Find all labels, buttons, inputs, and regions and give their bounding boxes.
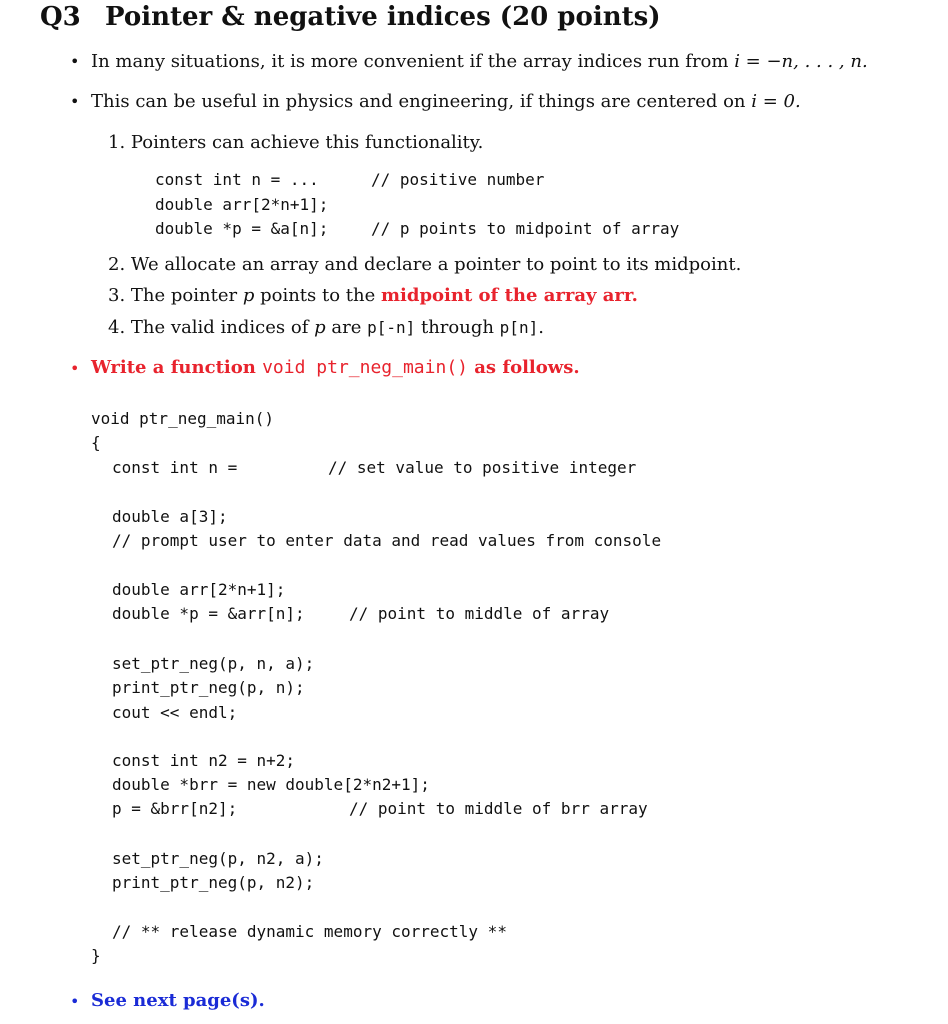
snippet-line-3: double *p = &a[n]; [155,219,329,238]
code-line: const int n = [112,458,238,477]
code-line: double *brr = new double[2*n2+1]; [112,775,430,794]
code-line: { [91,433,101,452]
code-comment: // set value to positive integer [328,458,637,477]
numbered-item-1: 1. Pointers can achieve this functionality. [108,132,484,153]
bullet-centered: This can be useful in physics and engineering, if things are centered on i = 0. [91,91,801,112]
snippet-line-2: double arr[2*n+1]; [155,195,329,214]
bullet-task: Write a function void ptr_neg_main() as follows. [91,357,580,378]
code-comment: // ** release dynamic memory correctly ** [112,922,507,941]
snippet-comment-3: // p points to midpoint of array [371,219,680,238]
code-line: set_ptr_neg(p, n2, a); [112,849,324,868]
code-line: p = &brr[n2]; [112,799,238,818]
code-line: double a[3]; [112,507,228,526]
code-comment: // point to middle of array [349,604,610,623]
bullet-marker: • [70,92,80,111]
code-line: void ptr_neg_main() [91,409,275,428]
code-comment: // prompt user to enter data and read values from console [112,531,662,550]
code-line: } [91,946,101,965]
bullet-marker: • [70,359,80,378]
code-line: const int n2 = n+2; [112,751,296,770]
question-title: Pointer & negative indices (20 points) [105,2,661,32]
code-line: double arr[2*n+1]; [112,580,286,599]
code-comment: // point to middle of brr array [349,799,648,818]
numbered-item-3: 3. The pointer p points to the midpoint of the array arr. [108,285,638,306]
snippet-comment-1: // positive number [371,170,545,189]
code-line: print_ptr_neg(p, n2); [112,873,315,892]
snippet-line-1: const int n = ... [155,170,319,189]
see-next-page-link[interactable]: See next page(s). [91,990,265,1011]
bullet-intro: In many situations, it is more convenient if the array indices run from i = −n, . . . , n. [91,51,868,72]
code-line: print_ptr_neg(p, n); [112,678,305,697]
code-line: cout << endl; [112,703,238,722]
numbered-item-2: 2. We allocate an array and declare a pointer to point to its midpoint. [108,254,742,275]
question-number: Q3 [40,2,81,32]
numbered-item-4: 4. The valid indices of p are p[-n] through p[n]. [108,317,544,338]
bullet-marker: • [70,52,80,71]
code-line: double *p = &arr[n]; [112,604,305,623]
code-line: set_ptr_neg(p, n, a); [112,654,315,673]
bullet-marker: • [70,992,80,1011]
